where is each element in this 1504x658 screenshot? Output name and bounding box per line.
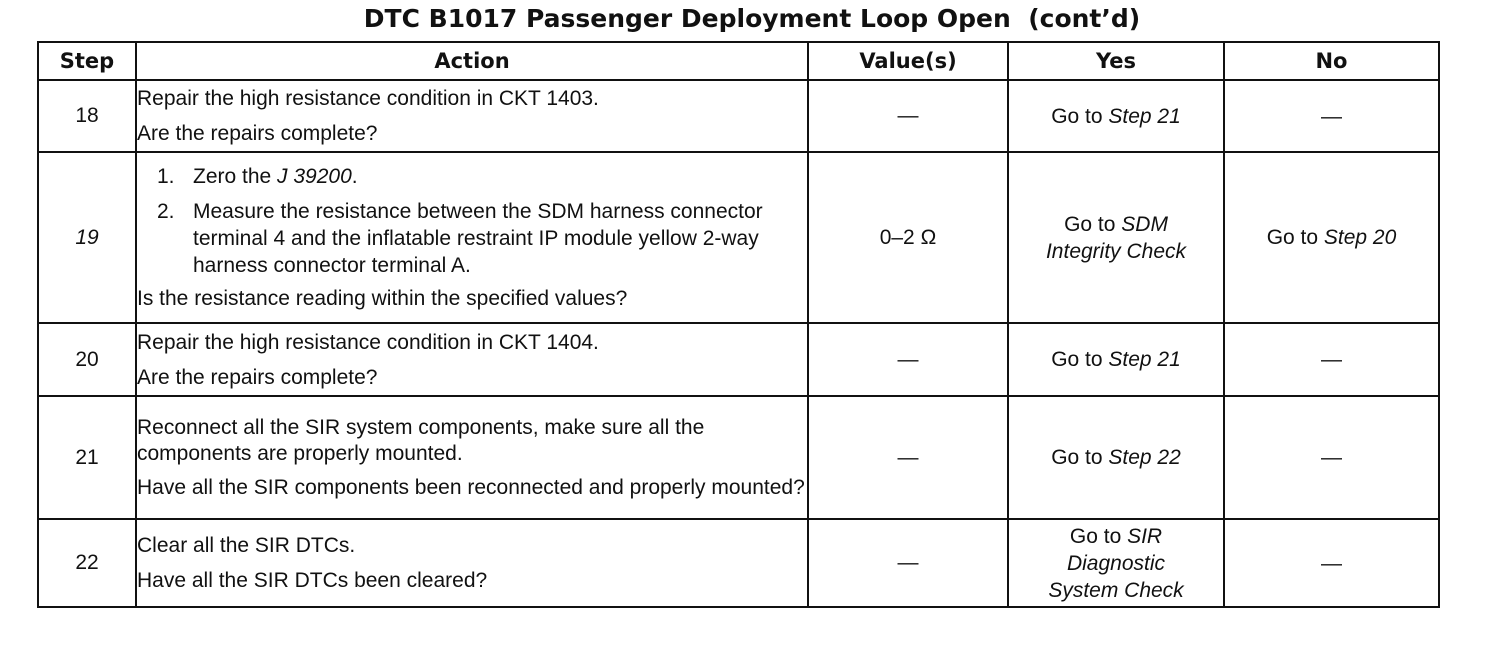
yes-cell [1008, 80, 1224, 152]
list-text-suffix: . [351, 165, 358, 188]
table-row [38, 323, 1439, 396]
step-number: 19 [38, 152, 136, 323]
yes-prefix: Go to [1064, 212, 1122, 236]
yes-prefix: Go to [1051, 348, 1109, 371]
list-text: Zero the [193, 165, 278, 188]
header-yes: Yes [1008, 42, 1224, 80]
no-cell [1224, 152, 1439, 323]
yes-cell [1008, 323, 1224, 396]
action-cell [136, 80, 808, 152]
yes-link[interactable]: SIR [1127, 524, 1163, 548]
action-question: Have all the SIR DTCs been cleared? [137, 569, 488, 592]
header-no: No [1224, 42, 1439, 80]
no-prefix: Go to [1266, 226, 1324, 249]
yes-prefix: Go to [1069, 524, 1128, 548]
yes-link[interactable]: Step 21 [1108, 104, 1181, 128]
action-text: Reconnect all the SIR system components, make sure all the components are properly mounted. [137, 415, 705, 465]
step-number: 18 [38, 80, 136, 152]
no-cell: — [1224, 323, 1439, 396]
action-question: Have all the SIR components been reconnected and properly mounted? [137, 475, 805, 499]
yes-cell [1008, 152, 1224, 323]
yes-link-cont[interactable]: Diagnostic [1066, 551, 1166, 575]
no-cell: — [1224, 80, 1439, 152]
yes-prefix: Go to [1051, 446, 1109, 469]
no-cell: — [1224, 396, 1439, 519]
header-step: Step [38, 42, 136, 80]
yes-prefix: Go to [1051, 104, 1109, 128]
action-question: Are the repairs complete? [137, 122, 378, 145]
header-row [38, 42, 1439, 80]
value-cell: 0–2 Ω [808, 152, 1008, 323]
header-action: Action [136, 42, 808, 80]
action-text: Repair the high resistance condition in CKT 1404. [137, 330, 599, 354]
value-cell: — [808, 323, 1008, 396]
yes-link-cont[interactable]: Integrity Check [1045, 239, 1187, 263]
action-question: Are the repairs complete? [137, 365, 378, 389]
value-cell: — [808, 396, 1008, 519]
action-cell [136, 519, 808, 607]
action-cell [136, 396, 808, 519]
action-text: Repair the high resistance condition in CKT 1403. [137, 87, 599, 110]
list-number: 2. [157, 200, 175, 223]
tool-reference: J 39200 [277, 165, 352, 188]
no-link[interactable]: Step 20 [1323, 226, 1397, 249]
list-number: 1. [157, 165, 175, 188]
dtc-table [37, 41, 1440, 608]
page-title: DTC B1017 Passenger Deployment Loop Open (cont’d) [363, 4, 1141, 33]
step-number: 20 [38, 323, 136, 396]
value-cell: — [808, 80, 1008, 152]
header-values: Value(s) [808, 42, 1008, 80]
no-cell: — [1224, 519, 1439, 607]
action-text: Clear all the SIR DTCs. [137, 534, 356, 557]
yes-link[interactable]: SDM [1121, 212, 1168, 236]
action-question: Is the resistance reading within the specified values? [137, 287, 628, 310]
action-list [137, 163, 807, 279]
action-cell [136, 152, 808, 323]
table-row [38, 396, 1439, 519]
table-row [38, 152, 1439, 323]
table-row [38, 519, 1439, 607]
yes-cell [1008, 396, 1224, 519]
yes-link[interactable]: Step 21 [1108, 348, 1181, 371]
list-item [137, 198, 807, 279]
yes-link-cont[interactable]: System Check [1048, 578, 1184, 602]
action-cell [136, 323, 808, 396]
list-text: Measure the resistance between the SDM harness connector terminal 4 and the inflatable restraint IP module yellow 2-way harness connector terminal A. [193, 200, 763, 277]
value-cell: — [808, 519, 1008, 607]
yes-link[interactable]: Step 22 [1108, 446, 1181, 469]
table-row [38, 80, 1439, 152]
yes-cell [1008, 519, 1224, 607]
list-item [137, 163, 807, 190]
step-number: 22 [38, 519, 136, 607]
step-number: 21 [38, 396, 136, 519]
